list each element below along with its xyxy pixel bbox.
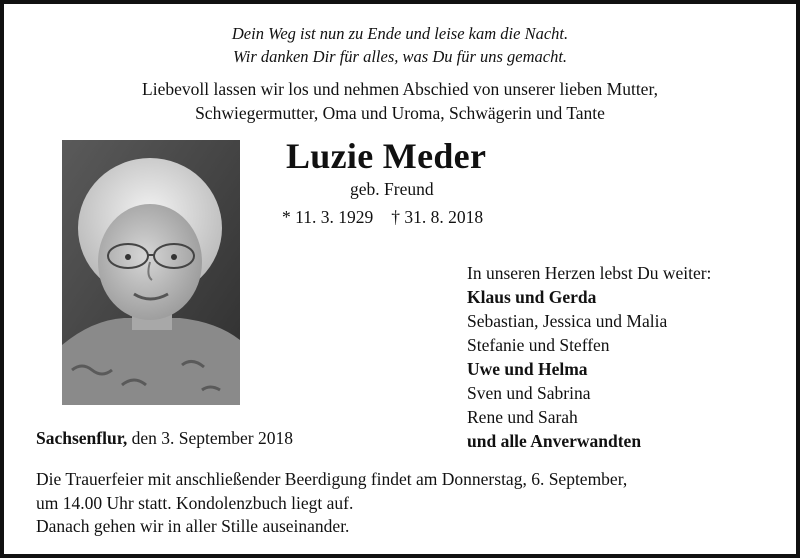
mourner-line: Uwe und Helma xyxy=(467,359,588,379)
birth-date: * 11. 3. 1929 xyxy=(282,207,374,227)
mourner-line: Stefanie und Steffen xyxy=(467,335,610,355)
funeral-info xyxy=(36,468,781,539)
life-dates xyxy=(282,207,483,228)
place-date xyxy=(36,428,293,449)
poem-line-1: Dein Weg ist nun zu Ende und leise kam die Nacht. xyxy=(231,24,569,43)
intro-line-2: Schwiegermutter, Oma und Uroma, Schwägerin und Tante xyxy=(195,103,605,123)
funeral-info-line-3: Danach gehen wir in aller Stille auseinander. xyxy=(36,516,350,536)
mourner-line: Sven und Sabrina xyxy=(467,383,591,403)
funeral-info-line-1: Die Trauerfeier mit anschließender Beerdigung findet am Donnerstag, 6. September, xyxy=(36,469,628,489)
mourner-line: Klaus und Gerda xyxy=(467,287,597,307)
funeral-info-line-2: um 14.00 Uhr statt. Kondolenzbuch liegt auf. xyxy=(36,492,354,513)
death-date: † 31. 8. 2018 xyxy=(391,207,484,227)
deceased-name: Luzie Meder xyxy=(286,136,487,176)
intro-line-1: Liebevoll lassen wir los und nehmen Abschied von unserer lieben Mutter, xyxy=(142,79,658,99)
place-town: Sachsenflur, xyxy=(36,428,128,448)
poem-line-2: Wir danken Dir für alles, was Du für uns gemacht. xyxy=(232,47,568,66)
portrait-photo xyxy=(62,140,240,405)
mourner-line: und alle Anverwandten xyxy=(467,431,642,451)
mourner-line: Rene und Sarah xyxy=(467,407,578,427)
place-date-text: den 3. September 2018 xyxy=(127,428,293,448)
mourners-heading: In unseren Herzen lebst Du weiter: xyxy=(467,263,712,283)
maiden-name: geb. Freund xyxy=(350,179,434,199)
mourner-line: Sebastian, Jessica und Malia xyxy=(467,311,668,331)
